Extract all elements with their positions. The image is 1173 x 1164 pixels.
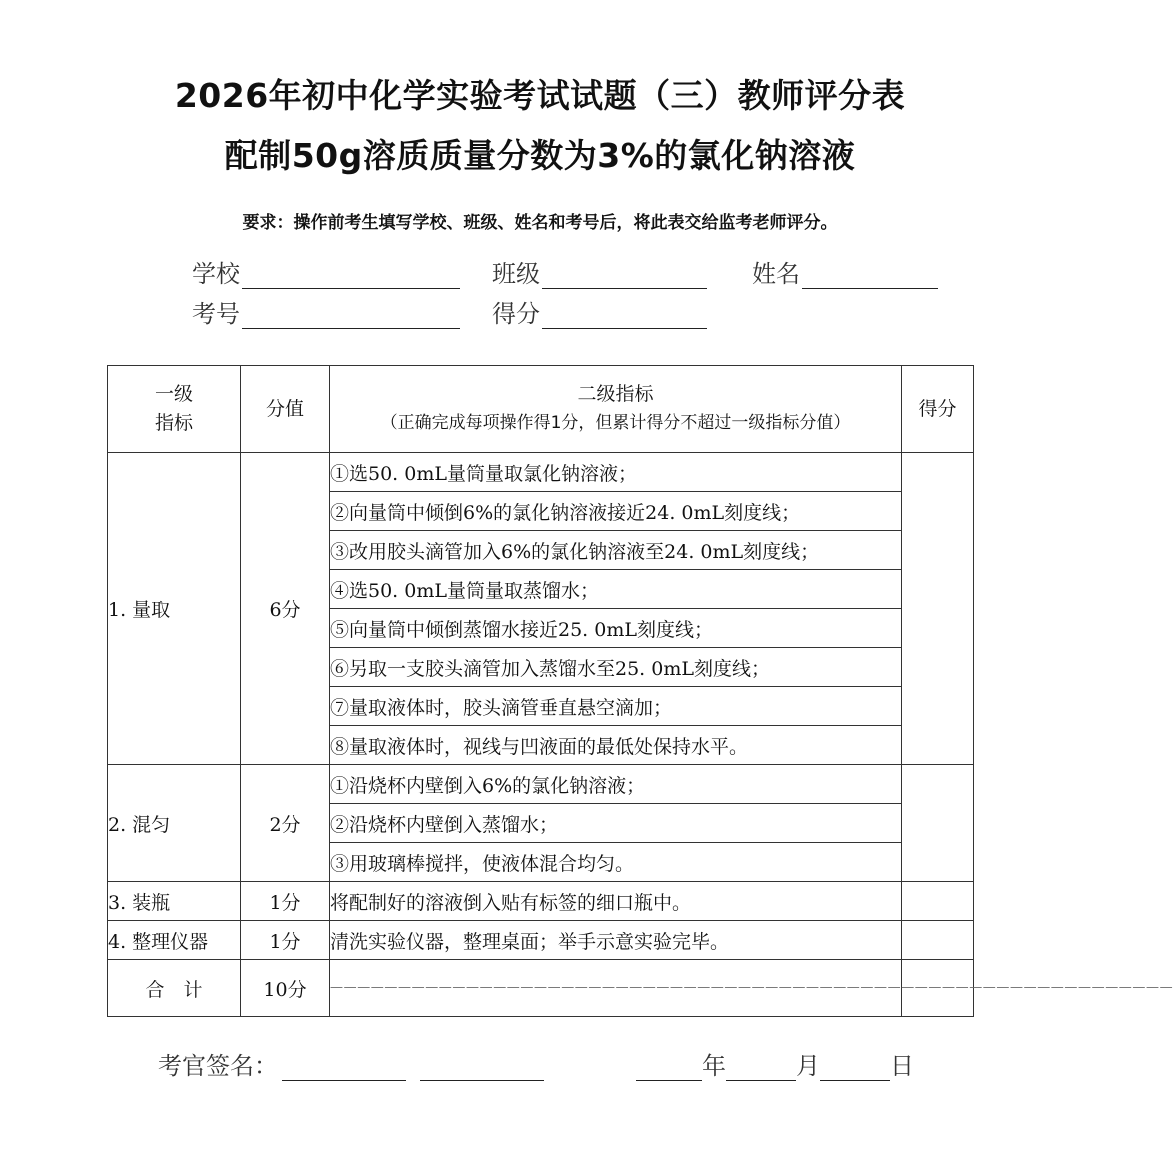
day-line[interactable] (820, 1056, 890, 1081)
month-line[interactable] (726, 1056, 796, 1081)
item-cell: ⑤向量筒中倾倒蒸馏水接近25. 0mL刻度线； (330, 609, 902, 648)
level1-cell: 4. 整理仪器 (108, 921, 241, 960)
exam-number-field[interactable] (192, 294, 460, 329)
exam-number-input-line[interactable] (242, 304, 460, 329)
scoring-table (107, 365, 1173, 1017)
class-field[interactable] (492, 254, 707, 289)
item-cell: ③改用胶头滴管加入6%的氯化钠溶液至24. 0mL刻度线； (330, 531, 902, 570)
table-row (108, 453, 974, 492)
score-cell[interactable] (902, 765, 974, 882)
header-level1: 一级指标 (108, 366, 241, 453)
level1-cell: 3. 装瓶 (108, 882, 241, 921)
points-cell: 1分 (241, 882, 330, 921)
signature-label: 考官签名： (158, 1052, 278, 1080)
table-row (108, 765, 974, 804)
class-input-line[interactable] (542, 264, 707, 289)
examiner-signature[interactable] (158, 1046, 544, 1081)
day-label: 日 (890, 1052, 914, 1080)
score-label: 得分 (492, 300, 540, 328)
header-level2-title: 二级指标 (577, 383, 654, 405)
header-score: 得分 (902, 366, 974, 453)
name-input-line[interactable] (802, 264, 938, 289)
year-label: 年 (702, 1052, 726, 1080)
score-cell[interactable] (902, 921, 974, 960)
school-input-line[interactable] (242, 264, 460, 289)
header-level2-note: （正确完成每项操作得1分，但累计得分不超过一级指标分值） (380, 413, 851, 433)
item-cell: ②向量筒中倾倒6%的氯化钠溶液接近24. 0mL刻度线； (330, 492, 902, 531)
level1-cell: 1. 量取 (108, 453, 241, 765)
table-row (108, 882, 974, 921)
experiment-title: 配制50g溶质质量分数为3%的氯化钠溶液 (224, 136, 856, 175)
requirement-note: 要求：操作前考生填写学校、班级、姓名和考号后，将此表交给监考老师评分。 (242, 213, 838, 233)
name-field[interactable] (752, 254, 938, 289)
score-cell[interactable] (902, 882, 974, 921)
signature-line-1[interactable] (282, 1056, 406, 1081)
table-row (108, 921, 974, 960)
score-input-line[interactable] (542, 304, 707, 329)
total-label: 合 计 (108, 960, 241, 1017)
item-cell: ②沿烧杯内壁倒入蒸馏水； (330, 804, 902, 843)
points-cell: 6分 (241, 453, 330, 765)
score-cell[interactable] (902, 453, 974, 765)
exam-number-label: 考号 (192, 300, 240, 328)
points-cell: 1分 (241, 921, 330, 960)
item-cell: ④选50. 0mL量筒量取蒸馏水； (330, 570, 902, 609)
total-dashes: —————————————————————————————————————————————————————————————— (330, 960, 902, 1017)
class-label: 班级 (492, 260, 540, 288)
item-cell: ⑧量取液体时，视线与凹液面的最低处保持水平。 (330, 726, 902, 765)
score-field[interactable] (492, 294, 707, 329)
month-label: 月 (796, 1052, 820, 1080)
item-cell: 清洗实验仪器，整理桌面；举手示意实验完毕。 (330, 921, 902, 960)
total-points: 10分 (241, 960, 330, 1017)
item-cell: ③用玻璃棒搅拌，使液体混合均匀。 (330, 843, 902, 882)
date-field[interactable] (636, 1046, 914, 1081)
header-level2 (330, 366, 902, 453)
year-line[interactable] (636, 1056, 702, 1081)
name-label: 姓名 (752, 260, 800, 288)
school-label: 学校 (192, 260, 240, 288)
level1-cell: 2. 混匀 (108, 765, 241, 882)
signature-line-2[interactable] (420, 1056, 544, 1081)
table-header-row (108, 366, 974, 453)
item-cell: ⑥另取一支胶头滴管加入蒸馏水至25. 0mL刻度线； (330, 648, 902, 687)
item-cell: ①沿烧杯内壁倒入6%的氯化钠溶液； (330, 765, 902, 804)
school-field[interactable] (192, 254, 460, 289)
header-points: 分值 (241, 366, 330, 453)
form-title: 2026年初中化学实验考试试题（三）教师评分表 (174, 76, 906, 115)
total-row (108, 960, 974, 1017)
item-cell: ⑦量取液体时，胶头滴管垂直悬空滴加； (330, 687, 902, 726)
points-cell: 2分 (241, 765, 330, 882)
item-cell: ①选50. 0mL量筒量取氯化钠溶液； (330, 453, 902, 492)
item-cell: 将配制好的溶液倒入贴有标签的细口瓶中。 (330, 882, 902, 921)
